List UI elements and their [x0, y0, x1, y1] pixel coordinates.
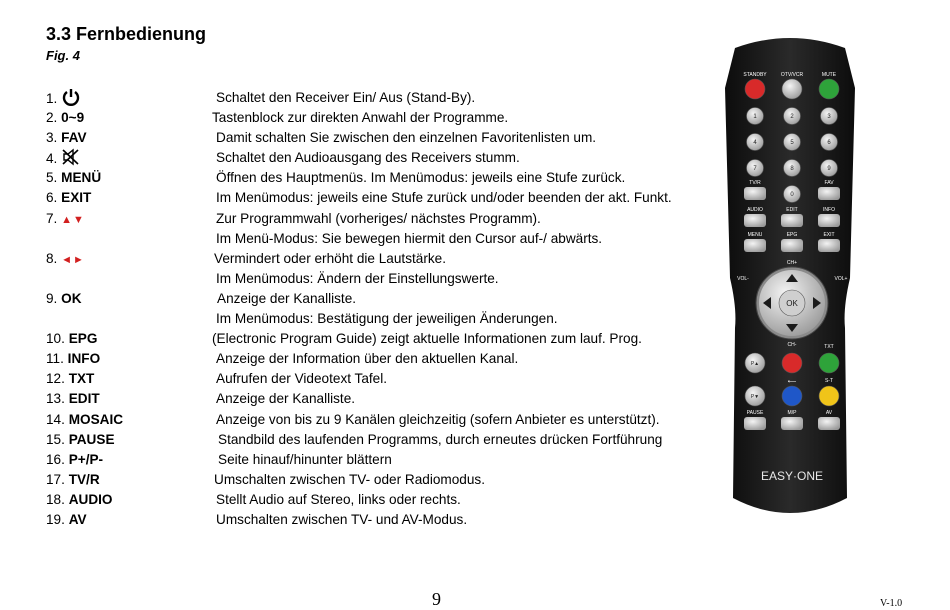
item-number: 12.	[46, 371, 65, 387]
item-key-label: AUDIO	[68, 491, 113, 507]
list-item	[46, 209, 706, 229]
p-up-label: P▲	[750, 361, 760, 367]
list-item	[46, 369, 706, 389]
item-key	[46, 450, 103, 470]
item-description: Zur Programmwahl (vorheriges/ nächstes Programm).	[216, 210, 541, 226]
item-key	[46, 430, 115, 450]
item-key-label: AV	[68, 511, 87, 527]
digit-label: 2	[790, 114, 794, 120]
item-key	[46, 389, 100, 409]
item-key	[46, 349, 100, 369]
item-key	[46, 128, 87, 148]
page-number: 9	[432, 589, 441, 609]
item-description: Im Menümodus: jeweils eine Stufe zurück und/oder beenden der akt. Funkt.	[216, 190, 672, 206]
item-number: 14.	[46, 411, 65, 427]
list-item	[46, 510, 706, 530]
audio-button	[744, 214, 766, 227]
fav-label: FAV	[824, 180, 834, 186]
item-description: Anzeige der Kanalliste.	[216, 391, 356, 407]
subtitle-label: S-T	[824, 378, 834, 384]
ok-label: OK	[786, 299, 798, 308]
mute-icon	[61, 148, 81, 166]
item-key-label: OK	[61, 290, 82, 306]
item-description: (Electronic Program Guide) zeigt aktuelle Informationen zum lauf. Prog.	[212, 331, 642, 347]
item-number: 19.	[46, 511, 65, 527]
item-key-label: EDIT	[68, 391, 100, 407]
item-key	[46, 88, 81, 109]
item-description: Umschalten zwischen TV- und AV-Modus.	[216, 511, 468, 527]
item-key	[46, 249, 85, 270]
digit-label: 4	[753, 140, 757, 146]
item-number: 8.	[46, 250, 58, 266]
pause-label: PAUSE	[746, 410, 764, 416]
item-description: Vermindert oder erhöht die Lautstärke.	[214, 250, 446, 266]
digit-label: 1	[753, 114, 757, 120]
item-number: 9.	[46, 290, 58, 306]
edit-button	[781, 214, 803, 227]
item-key	[46, 490, 113, 510]
list-item	[46, 490, 706, 510]
list-item	[46, 470, 706, 490]
pause-button	[744, 417, 766, 430]
otv-vcr-label: OTV/VCR	[780, 72, 804, 78]
item-description: Schaltet den Receiver Ein/ Aus (Stand-By).	[216, 90, 476, 105]
key-description-list	[46, 88, 706, 530]
item-key-label: INFO	[67, 351, 101, 367]
list-item	[46, 289, 706, 309]
list-item	[46, 410, 706, 430]
item-number: 1.	[46, 91, 58, 106]
list-item	[46, 450, 706, 470]
digit-label: 7	[753, 166, 757, 172]
green-button	[819, 353, 839, 373]
standby-label: STANDBY	[743, 72, 767, 78]
list-item	[46, 389, 706, 409]
item-key	[46, 510, 87, 530]
mute-button	[819, 79, 839, 99]
version-label: V-1.0	[880, 598, 903, 609]
item-key	[46, 108, 84, 128]
item-number: 17.	[46, 471, 65, 487]
list-item	[46, 168, 706, 188]
item-key-label: FAV	[61, 130, 87, 146]
digit-label: 6	[827, 140, 831, 146]
figure-label: Fig. 4	[46, 48, 80, 63]
item-key-label: MOSAIC	[68, 411, 124, 427]
menu-label: MENU	[747, 232, 763, 238]
tv-r-label: TV/R	[749, 180, 761, 186]
item-description: Umschalten zwischen TV- oder Radiomodus.	[214, 471, 485, 487]
item-key-label: EPG	[68, 331, 98, 347]
item-key-label: P+/P-	[68, 451, 104, 467]
item-key-label: EXIT	[61, 190, 92, 206]
digit-label: 0	[790, 192, 794, 198]
item-key-label: MENÜ	[61, 170, 102, 186]
item-key-label: ◄►	[61, 253, 85, 266]
list-item	[46, 148, 706, 168]
item-description: Anzeige der Information über den aktuellen Kanal.	[216, 351, 519, 367]
av-button	[818, 417, 840, 430]
item-key-label: PAUSE	[68, 431, 115, 447]
epg-label: EPG	[786, 232, 798, 238]
item-number: 11.	[46, 351, 64, 367]
standby-button	[745, 79, 765, 99]
item-key	[46, 369, 94, 389]
brand-logo: EASY·ONE	[760, 469, 824, 483]
item-description: Anzeige der Kanalliste.	[217, 290, 357, 306]
section-title: 3.3 Fernbedienung	[46, 24, 207, 44]
power-icon	[61, 88, 81, 106]
list-item	[46, 269, 706, 289]
item-number: 15.	[46, 431, 65, 447]
fav-button	[818, 187, 840, 200]
list-item	[46, 128, 706, 148]
item-key-label: 0~9	[61, 110, 85, 126]
item-number: 7.	[46, 210, 58, 226]
mp-button	[781, 417, 803, 430]
txt-label: TXT	[824, 344, 834, 350]
exit-button	[818, 239, 840, 252]
list-item	[46, 430, 706, 450]
remote-control-figure	[705, 28, 875, 538]
item-key	[46, 148, 81, 169]
item-number: 18.	[46, 491, 65, 507]
audio-label: AUDIO	[747, 207, 763, 213]
item-key	[46, 470, 100, 490]
item-description: Im Menü-Modus: Sie bewegen hiermit den Cursor auf-/ abwärts.	[216, 230, 603, 246]
item-key	[46, 188, 91, 208]
item-description: Seite hinauf/hinunter blättern	[218, 451, 392, 467]
list-item	[46, 108, 706, 128]
list-item	[46, 249, 706, 269]
item-description: Im Menümodus: Bestätigung der jeweiligen Änderungen.	[216, 311, 558, 327]
item-description: Tastenblock zur direkten Anwahl der Programme.	[212, 110, 509, 126]
item-description: Standbild des laufenden Programms, durch erneutes drücken Fortführung	[218, 431, 663, 447]
item-number: 16.	[46, 451, 65, 467]
p-down-label: P▼	[750, 394, 760, 400]
item-key	[46, 329, 97, 349]
otv-vcr-button	[782, 79, 802, 99]
vol-down-label: VOL-	[737, 276, 749, 282]
item-description: Damit schalten Sie zwischen den einzelnen Favoritenlisten um.	[216, 130, 597, 146]
digit-label: 3	[827, 114, 831, 120]
digit-label: 9	[827, 166, 831, 172]
list-item	[46, 329, 706, 349]
ch-down-label: CH-	[787, 342, 797, 348]
epg-button	[781, 239, 803, 252]
item-description: Stellt Audio auf Stereo, links oder rechts.	[216, 491, 461, 507]
edit-label: EDIT	[786, 207, 798, 213]
digit-label: 5	[790, 140, 794, 146]
digit-label: 8	[790, 166, 794, 172]
ch-up-label: CH+	[786, 260, 798, 266]
item-description: Schaltet den Audioausgang des Receivers stumm.	[216, 150, 520, 166]
item-number: 3.	[46, 130, 58, 146]
info-button	[818, 214, 840, 227]
item-key	[46, 209, 85, 230]
item-key-label: ▲▼	[61, 213, 85, 226]
item-description: Öffnen des Hauptmenüs. Im Menümodus: jeweils eine Stufe zurück.	[216, 170, 626, 186]
item-number: 4.	[46, 151, 58, 167]
vol-up-label: VOL+	[834, 276, 848, 282]
av-label: AV	[825, 410, 833, 416]
mute-label: MUTE	[821, 72, 837, 78]
item-description: Im Menümodus: Ändern der Einstellungswerte.	[216, 270, 499, 286]
item-key	[46, 410, 123, 430]
mp-label: M/P	[787, 410, 797, 416]
item-number: 13.	[46, 391, 65, 407]
item-number: 2.	[46, 110, 58, 126]
item-description: Aufrufen der Videotext Tafel.	[216, 371, 388, 387]
red-button	[782, 353, 802, 373]
item-key	[46, 289, 82, 309]
menu-button	[744, 239, 766, 252]
list-item	[46, 188, 706, 208]
item-key-label: TXT	[68, 371, 95, 387]
item-number: 10.	[46, 331, 65, 347]
item-number: 5.	[46, 170, 58, 186]
info-label: INFO	[823, 207, 835, 213]
blue-button	[782, 386, 802, 406]
yellow-button	[819, 386, 839, 406]
list-item	[46, 229, 706, 249]
item-key-label: TV/R	[68, 471, 100, 487]
list-item	[46, 349, 706, 369]
list-item	[46, 309, 706, 329]
item-description: Anzeige von bis zu 9 Kanälen gleichzeitig (sofern Anbieter es unterstützt).	[216, 411, 660, 427]
exit-label: EXIT	[823, 232, 835, 238]
item-number: 6.	[46, 190, 58, 206]
back-label: ⟵	[787, 379, 797, 385]
item-key	[46, 168, 101, 188]
list-item	[46, 88, 706, 108]
tv-r-button	[744, 187, 766, 200]
